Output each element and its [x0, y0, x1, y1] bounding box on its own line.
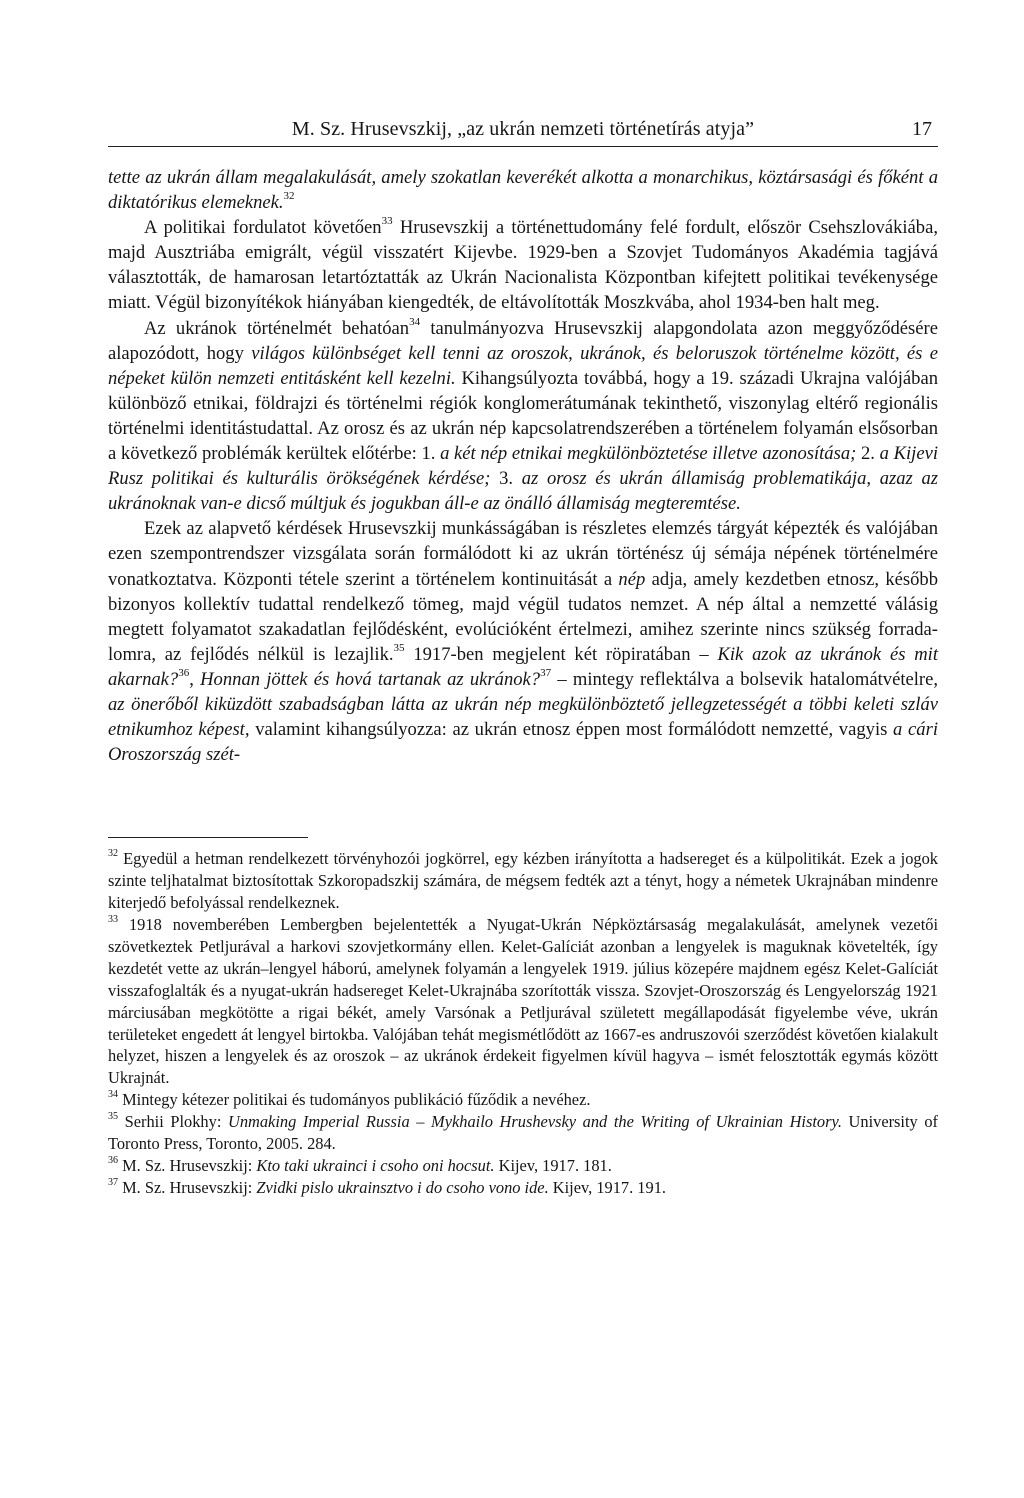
text-span: Az ukránok történelmét behatóan: [144, 317, 410, 339]
italic-span: nép: [618, 568, 646, 590]
footnote-title: Zvidki pislo ukrainsztvo i do csoho vono ide.: [256, 1177, 549, 1197]
footnote-divider: [108, 837, 308, 838]
italic-span: az önerőből kiküzdött szabadságban látta az ukrán nép megkülönböztető jellegzetességét a többi keleti szláv etnikumhoz képest,: [108, 693, 938, 741]
text-span: Ezek az alapvető kérdések Hrusevszkij munkásságában is részletes elemzés tárgyát képezték és valójában ezen szempontrendszer vizsgálata során formálódott ki az ukrán történész új sémája népének történelmére vonatkoztatva. Központi tétele szerint a történelem kontinuitását a: [108, 518, 938, 590]
text-span: A politikai fordulatot követően: [144, 217, 382, 239]
footnote-text: Mintegy kétezer politikai és tudományos publikáció fűződik a nevéhez.: [118, 1090, 591, 1110]
footnote-35: [108, 1111, 938, 1155]
italic-span: az orosz és ukrán államiság problematikája, azaz az ukránoknak van-e dicső múltjuk és jogukban áll-e az önálló államiság megteremtése.: [108, 468, 938, 515]
book-page: [108, 112, 938, 1199]
text-span: tanulmányozva Hrusevszkij alapgondolata azon meggyőződésére alapozódott, hogy: [108, 317, 938, 364]
italic-span: a két nép etnikai megkülönböztetése illetve azonosítása;: [440, 443, 857, 465]
footnote-text: M. Sz. Hrusevszkij:: [118, 1177, 257, 1197]
footnote-text: 1918 novemberében Lembergben bejelentették a Nyugat-Ukrán Népköztársaság megalakulását, amelynek vezetői szövetkeztek Petljurával a harkovi szovjetkormány ellen. Kelet-Galíciát azonban a lengyelek is maguknak követelték, így kezdetét vette az ukrán–lengyel háború, amelynek folyamán a lengyelek 1919. július közepére majdnem egész Kelet-Galíciát visszafoglalták és a nyugat-ukrán hadsereget Kelet-Ukrajnába szorították vissza. Szovjet-Oroszország és Lengyelország 1921 márciusában megkötötte a rigai békét, amely Varsónak a Petljurával született megállapodását figyelembe véve, ukrán területeket engedett át lengyel birtokba. Valójában tehát megismétlődött az 1667-es andruszovói szerződést követően kialakult helyzet, hiszen a lengyelek és az oroszok – az ukránok érdekeit figyelmen kívül hagyva – ismét felosztották egymás között Ukrajnát.: [108, 914, 938, 1088]
text-span: – mintegy reflektálva a bolsevik hatalomátvételre,: [551, 668, 938, 690]
italic-span: a cári Oroszország szét-: [108, 719, 938, 766]
footnote-37: [108, 1177, 938, 1199]
footnote-32: [108, 848, 938, 914]
footnote-title: Unmaking Imperial Russia – Mykhailo Hrushevsky and the Writing of Ukrainian History.: [227, 1112, 842, 1132]
footnote-text: M. Sz. Hrusevszkij:: [118, 1155, 257, 1175]
text-span: 1917-ben megjelent két röpiratában –: [404, 643, 718, 665]
running-title: M. Sz. Hrusevszkij, „az ukrán nemzeti történetírás atyja”: [291, 118, 755, 140]
footnote-number: 35: [108, 1111, 118, 1123]
footnote-ref-32: 32: [283, 190, 295, 203]
italic-span: Honnan jöttek és hová tartanak az ukránok?: [200, 668, 541, 690]
text-span: 3.: [490, 468, 522, 490]
footnote-33: [108, 914, 938, 1089]
footnote-number: 33: [108, 913, 118, 925]
italic-span: tette az ukrán állam megalakulását, amely szokatlan keverékét alkotta a monarchikus, köztársasági és főként a diktatórikus elemeknek.: [108, 167, 938, 214]
paragraph-2: [108, 215, 938, 315]
footnote-text: Kijev, 1917. 191.: [548, 1177, 666, 1197]
italic-span: a Kijevi Rusz politikai és kulturális örökségének kérdése;: [108, 443, 938, 490]
footnote-number: 34: [108, 1089, 118, 1101]
text-span: 2.: [856, 443, 880, 465]
footnote-text: Kijev, 1917. 181.: [494, 1155, 612, 1175]
footnote-36: [108, 1155, 938, 1177]
italic-span: Kik azok az ukránok és mit akarnak?: [108, 643, 938, 690]
footnote-ref-37: 37: [540, 666, 552, 679]
footnote-number: 37: [108, 1176, 118, 1188]
text-span: Kihangsúlyozta továbbá, hogy a 19. századi Ukrajna valójában különböző etnikai, földrajzi és történelmi régiók konglomerátumának tekinthető, viszonylag eltérő regionális történelmi identitástudattal. Az orosz és az ukrán nép kapcsolatrendszerében a történelem folyamán elsősorban a következő problémák kerültek előtérbe: 1.: [108, 367, 939, 465]
footnote-text: Egyedül a hetman rendelkezett törvényhozói jogkörrel, egy kézben irányította a hadsereget és a külpolitikát. Ezek a jogok szinte teljhatalmat biztosítottak Szkoropadszkij számára, de mégsem fedték azt a tényt, hogy a németek Ukrajnában mindenre kiterjedő befolyással rendelkeznek.: [108, 849, 938, 913]
italic-span: világos különbséget kell tenni az oroszok, ukránok, és beloruszok történelme között, és e népeket külön nemzeti entitásként kell kezelni.: [108, 342, 938, 389]
page-number: 17: [912, 118, 932, 140]
footnote-ref-35: 35: [393, 641, 405, 654]
running-header: [108, 112, 938, 147]
text-span: adja, amely kezdetben etnosz, később bizonyos kollektív tudattal rendelkező tömeg, majd végül tudatos nemzet. A nép által a nemzetté válásig megtett folyamatot szakadatlan fejlődésként, evolúcióként értelmezi, amihez szerinte nincs szükség forradalomra, az fejlődés nélkül is lezajlik.: [108, 568, 938, 665]
paragraph-4: [108, 516, 938, 767]
footnote-34: [108, 1089, 938, 1111]
main-text: [108, 165, 938, 767]
text-span: Hrusevszkij a történettudomány felé fordult, először Csehszlovákiába, majd Ausztriába emigrált, végül visszatért Kijevbe. 1929-ben a Szovjet Tudományos Akadémia tagjává választották, de hamarosan letartóztatták az Ukrán Nacionalista Központban kifejtett politikai tevékenysége miatt. Végül bizonyítékok hiányában kiengedték, de eltávolították Moszkvába, ahol 1934-ben halt meg.: [108, 217, 938, 314]
footnote-ref-36: 36: [178, 666, 190, 679]
footnotes: [108, 848, 938, 1199]
footnote-number: 36: [108, 1154, 118, 1166]
text-span: valamint kihangsúlyozza: az ukrán etnosz éppen most formálódott nemzetté, vagyis: [249, 719, 894, 741]
footnote-text: University of Toronto Press, Toronto, 2005. 284.: [108, 1112, 938, 1154]
footnote-title: Kto taki ukrainci i csoho oni hocsut.: [256, 1155, 495, 1175]
footnote-text: Serhii Plokhy:: [118, 1112, 228, 1132]
footnote-ref-34: 34: [409, 315, 421, 328]
footnote-number: 32: [108, 848, 118, 860]
text-span: ,: [189, 668, 201, 690]
paragraph-1: [108, 165, 938, 215]
footnote-ref-33: 33: [381, 215, 393, 228]
paragraph-3: [108, 316, 938, 517]
